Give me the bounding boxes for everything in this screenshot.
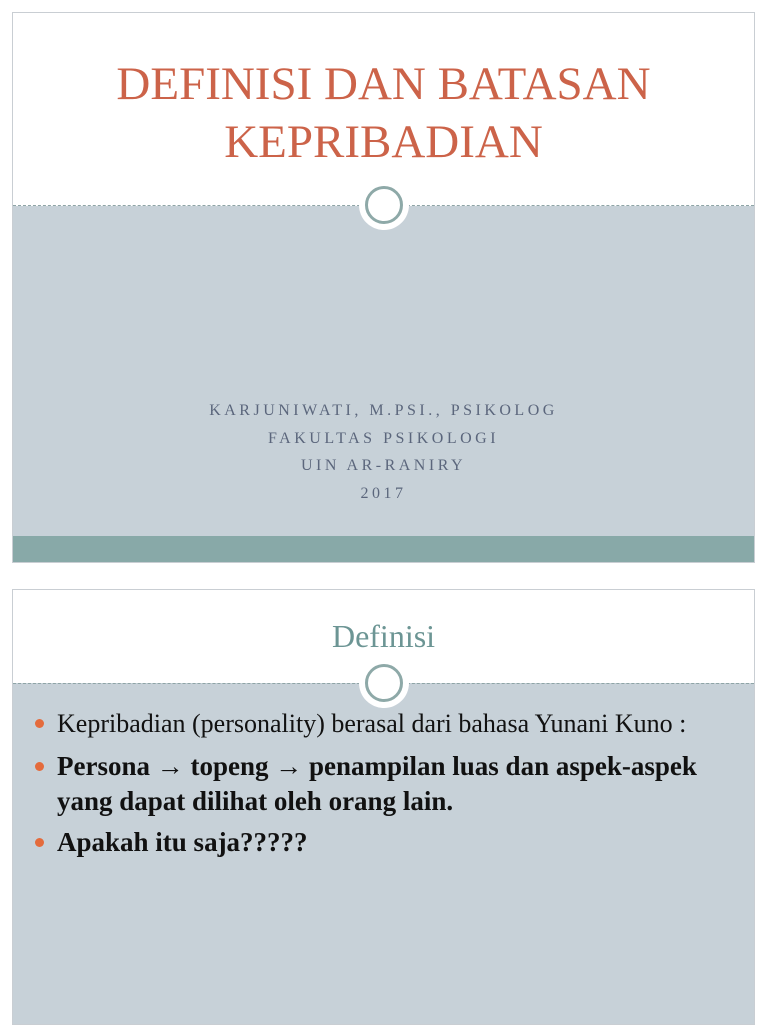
bullet-item [35,707,734,741]
bullet-list [35,707,734,866]
year: 2017 [360,484,407,502]
bullet-dot-icon [35,762,44,771]
university-name: UIN AR-RANIRY [300,457,467,474]
circle-ornament-icon [359,180,409,230]
bullet-dot-icon [35,838,44,847]
author-name: KARJUNIWATI, M.PSI., PSIKOLOG [209,402,558,419]
faculty-name: FAKULTAS PSIKOLOGI [267,429,500,447]
slide-title-line-1: DEFINISI DAN BATASAN [116,58,651,110]
bullet-dot-icon [35,719,44,728]
slide-title-line-2: KEPRIBADIAN [224,116,543,168]
title-area [13,13,754,206]
bullet-text: Persona → topeng → penampilan luas dan aspek-aspek yang dapat dilihat oleh orang lain. [57,751,697,816]
bullet-text: Kepribadian (personality) berasal dari bahasa Yunani Kuno : [57,709,687,738]
title-slide [12,12,755,563]
slide-title [13,55,754,171]
bullet-item [35,825,734,860]
bullet-text: Apakah itu saja????? [57,827,308,857]
circle-ornament-icon [359,658,409,708]
footer-band [13,536,754,563]
bullet-item [35,749,734,819]
author-info [13,397,754,507]
definition-slide [12,589,755,1025]
slide-title: Definisi [331,618,436,654]
